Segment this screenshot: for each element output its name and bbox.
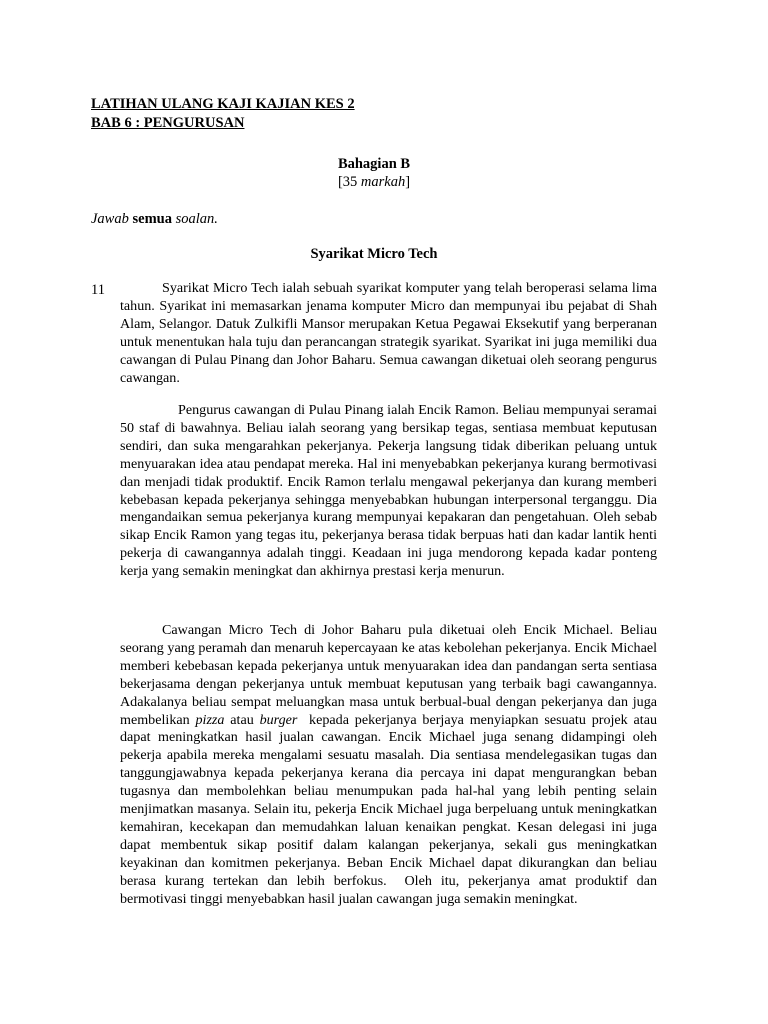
question-number: 11 bbox=[91, 282, 105, 298]
instruction bbox=[91, 210, 218, 228]
paragraph-3 bbox=[120, 622, 661, 909]
instruction-part3: soalan. bbox=[171, 211, 218, 227]
marks-suffix: ] bbox=[405, 174, 411, 190]
paragraph-2: Pengurus cawangan di Pulau Pinang ialah Encik Ramon. Beliau mempunyai seramai 50 staf di bawahnya. Beliau ialah seorang yang bersikap tegas, sentiasa membuat keputusan sendiri, dan suka mengarahkan pekerjanya. Pekerja langsung tidak diberikan peluang untuk menyuarakan idea atau pendapat mereka. Hal ini menyebabkan pekerjanya kurang bermotivasi dan menjadi tidak produktif. Encik Ramon terlalu mengawal pekerjanya dan kurang memberi kebebasan kepada pekerjanya sehingga menyebabkan hubungan interpersonal terganggu. Dia mengandaikan semua pekerjanya kurang mempunyai kepakaran dan pengetahuan. Oleh sebab sikap Encik Ramon yang tegas itu, pekerjanya berasa tidak berpuas hati dan kadar lantik henti pekerja di cawangannya adalah tinggi. Keadaan ini juga mendorong kepada kadar ponteng kerja yang semakin meningkat dan akhirnya prestasi kerja menurun. bbox=[120, 402, 657, 580]
paragraph-3-part-c: kepada pekerjanya berjaya menyiapkan sesuatu projek atau dapat meningkatkan hasil jualan cawangan. Encik Michael juga senang didampingi oleh pekerja apabila mereka mengalami sesuatu masalah. Dia sentiasa mendelegasikan tugas dan tanggungjawabnya kepada pekerjanya kerana dia percaya ini dapat mengurangkan beban tugasnya dan membolehkan beliau menumpukan pada hal-hal yang lebih penting selain menjimatkan masanya. Selain itu, pekerja Encik Michael juga berpeluang untuk meningkatkan kemahiran, kecekapan dan memudahkan laluan kenaikan pengkat. Kesan delegasi ini juga dapat membentuk sikap positif dalam kalangan pekerjanya, sekali gus meningkatkan keyakinan dan komitmen pekerjanya. Beban Encik Michael dapat dikurangkan dan beliau berasa kurang tertekan dan lebih berfokus. Oleh itu, pekerjanya amat produktif dan bermotivasi tinggi menyebabkan hasil jualan cawangan juga semakin meningkat. bbox=[120, 711, 661, 907]
word-burger: burger bbox=[259, 711, 298, 728]
marks-word: markah bbox=[360, 174, 406, 190]
instruction-part2: semua bbox=[132, 211, 172, 227]
paragraph-3-part-b: atau bbox=[224, 711, 260, 728]
chapter-title: BAB 6 : PENGURUSAN bbox=[91, 115, 245, 131]
case-title: Syarikat Micro Tech bbox=[310, 246, 438, 262]
word-pizza: pizza bbox=[195, 711, 225, 728]
paragraph-1: Syarikat Micro Tech ialah sebuah syarikat komputer yang telah beroperasi selama lima tahun. Syarikat ini memasarkan jenama komputer Micro dan mempunyai ibu pejabat di Shah Alam, Selangor. Datuk Zulkifli Mansor merupakan Ketua Pegawai Eksekutif yang berperanan untuk menentukan hala tuju dan perancangan strategik syarikat. Syarikat ini juga memiliki dua cawangan di Pulau Pinang dan Johor Baharu. Semua cawangan diketuai oleh seorang pengurus cawangan. bbox=[120, 280, 657, 386]
paragraph-3-part-a: Cawangan Micro Tech di Johor Baharu pula diketuai oleh Encik Michael. Beliau seorang yang peramah dan menaruh kepercayaan ke atas kebolehan pekerjanya. Encik Michael memberi kebebasan kepada pekerjanya untuk menyuarakan idea dan pandangan serta sentiasa bekerjasama dengan pekerjanya untuk membuat keputusan yang terbaik bagi cawangannya. Adakalanya beliau sempat meluangkan masa untuk berbual-bual dengan pekerjanya dan juga membelikan bbox=[120, 622, 657, 728]
marks-label bbox=[91, 173, 657, 191]
instruction-part1: Jawab bbox=[91, 211, 133, 227]
document-title: LATIHAN ULANG KAJI KAJIAN KES 2 bbox=[91, 96, 355, 112]
section-heading: Bahagian B bbox=[337, 156, 411, 172]
marks-prefix: [35 bbox=[337, 174, 361, 190]
